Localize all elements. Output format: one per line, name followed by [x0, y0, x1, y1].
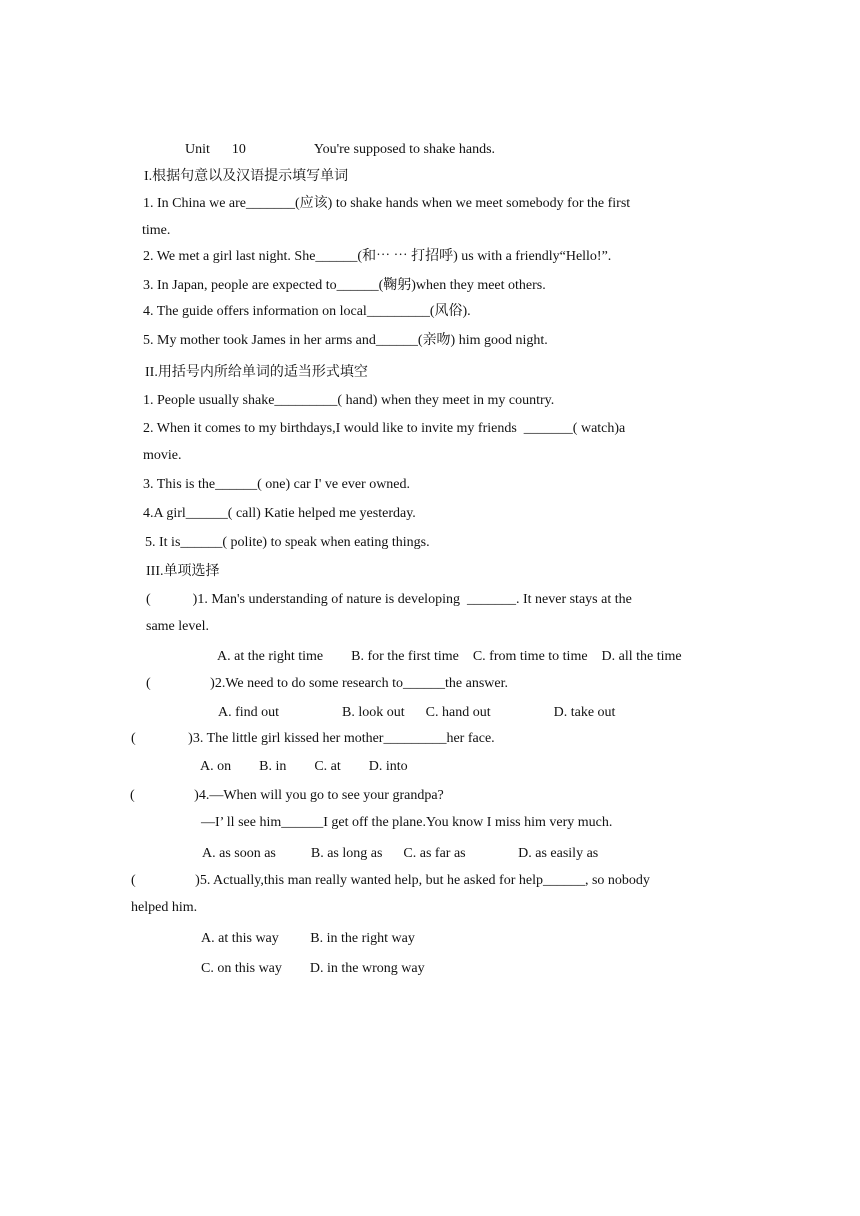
question-line: —I’ ll see him______I get off the plane.You know I miss him very much. — [201, 815, 613, 830]
section-1-heading: I.根据句意以及汉语提示填写单词 — [144, 169, 349, 184]
unit-number: 10 — [231, 142, 246, 157]
question-line: ( )3. The little girl kissed her mother_________her face. — [131, 731, 495, 746]
options-line: A. find out B. look out C. hand out D. take out — [218, 705, 616, 720]
section-1-line: 2. We met a girl last night. She______(和⋯ ⋯ 打招呼) us with a friendly“Hello!”. — [143, 249, 612, 264]
section-2-line: 4.A girl______( call) Katie helped me yesterday. — [143, 506, 416, 521]
unit-title — [178, 123, 495, 159]
section-1-line: 5. My mother took James in her arms and______(亲吻) him good night. — [143, 333, 548, 348]
section-3-heading: III.单项选择 — [146, 564, 220, 579]
question-line: ( )1. Man's understanding of nature is developing _______. It never stays at the — [146, 592, 632, 607]
options-line: A. as soon as B. as long as C. as far as D. as easily as — [202, 846, 599, 861]
lesson-title: You're supposed to shake hands. — [313, 142, 496, 157]
options-line: A. at this way B. in the right way — [201, 931, 415, 946]
section-1-line: time. — [142, 223, 171, 238]
question-line: ( )2.We need to do some research to______the answer. — [146, 676, 508, 691]
options-line: A. on B. in C. at D. into — [200, 759, 408, 774]
question-line: helped him. — [131, 900, 198, 915]
unit-label: Unit — [185, 142, 210, 157]
section-2-line: 2. When it comes to my birthdays,I would like to invite my friends _______( watch)a — [143, 421, 626, 436]
question-line: ( )4.—When will you go to see your grandpa? — [130, 788, 444, 803]
section-2-line: 5. It is______( polite) to speak when eating things. — [145, 535, 430, 550]
section-2-line: 3. This is the______( one) car I' ve ever owned. — [143, 477, 411, 492]
section-1-line: 4. The guide offers information on local_________(风俗). — [143, 304, 471, 319]
section-2-line: 1. People usually shake_________( hand) when they meet in my country. — [143, 393, 555, 408]
section-1-line: 1. In China we are_______(应该) to shake hands when we meet somebody for the first — [143, 196, 631, 211]
section-2-heading: II.用括号内所给单词的适当形式填空 — [145, 365, 368, 380]
section-1-line: 3. In Japan, people are expected to______(鞠躬)when they meet others. — [143, 278, 546, 293]
options-line: C. on this way D. in the wrong way — [201, 961, 425, 976]
question-line: ( )5. Actually,this man really wanted help, but he asked for help______, so nobody — [131, 873, 650, 888]
options-line: A. at the right time B. for the first time C. from time to time D. all the time — [217, 649, 682, 664]
question-line: same level. — [146, 619, 209, 634]
section-2-line: movie. — [143, 448, 182, 463]
